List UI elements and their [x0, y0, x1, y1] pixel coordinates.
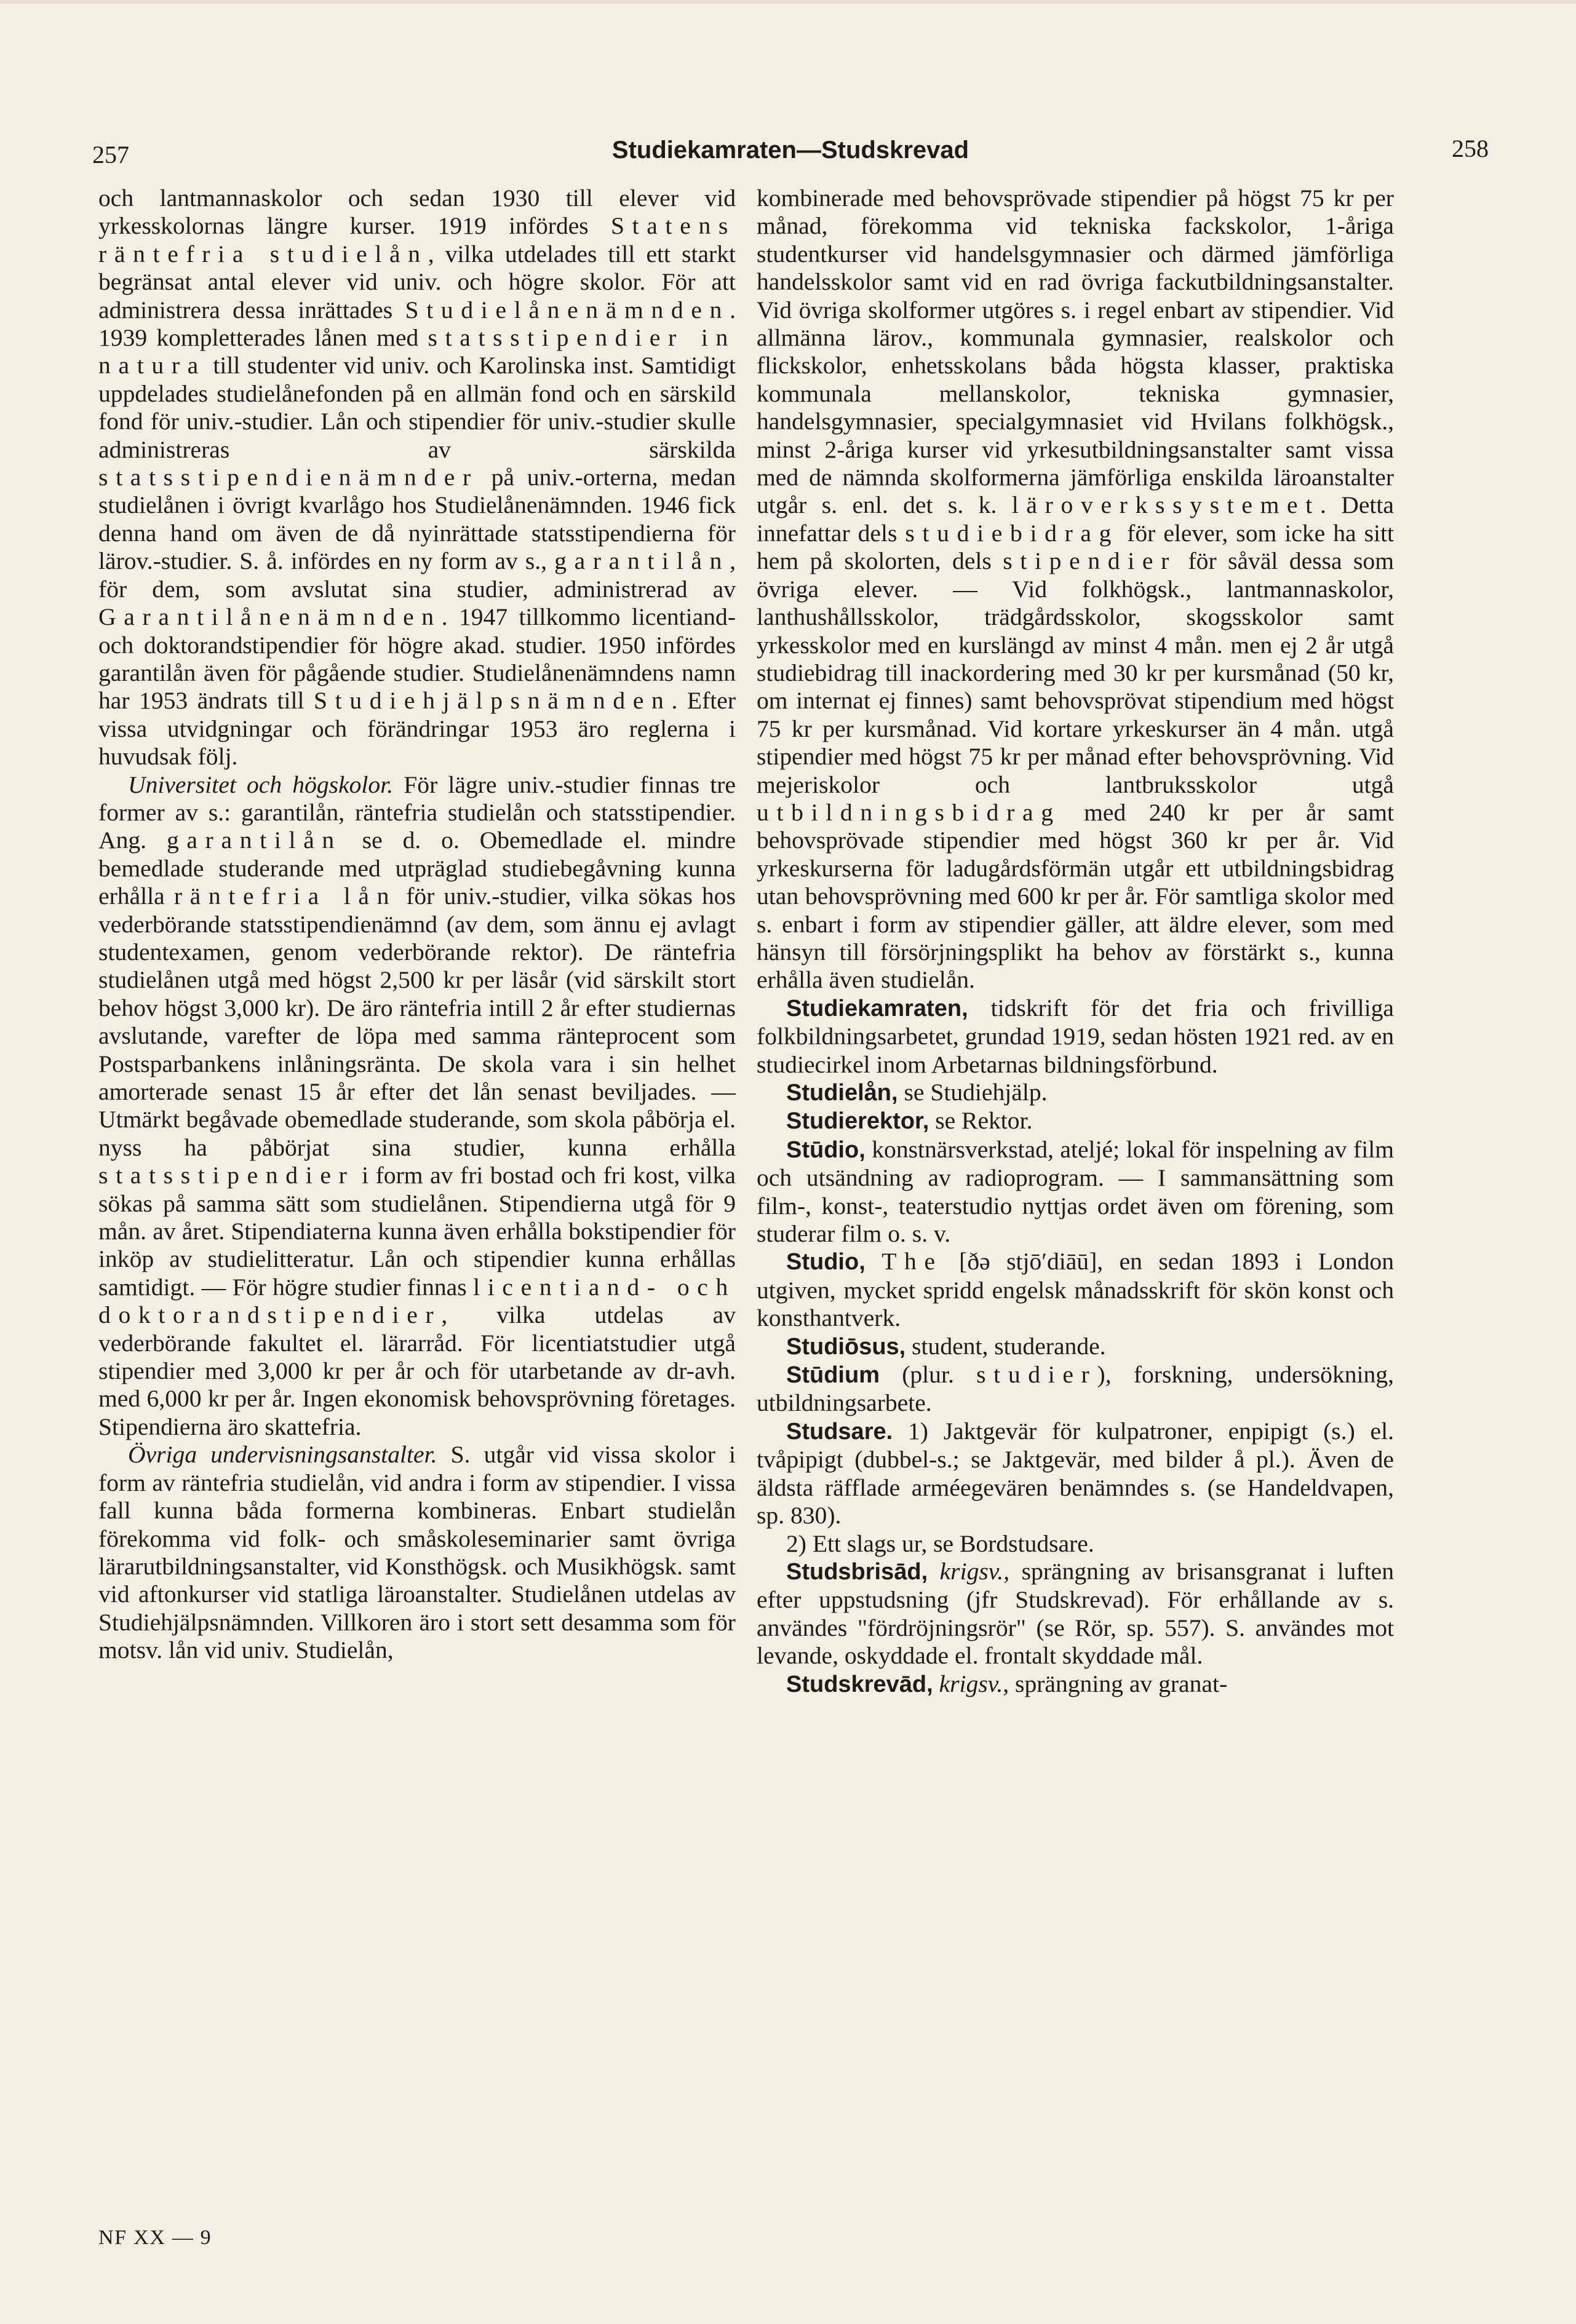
dictionary-entry — [757, 1418, 1394, 1530]
paragraph-studielan-history — [98, 184, 736, 771]
text-run: . 1947 tillkommo licentiand- och doktorandstipendier för högre akad. studier. 1950 infördes garantilån även för pågående studier. Studielånenämndens namn har 1953 ändrats till — [98, 603, 736, 715]
spaced-term: studiebidrag — [905, 519, 1120, 547]
spaced-term: statsstipendienämnder — [98, 464, 479, 491]
paragraph-ovriga — [98, 1441, 736, 1664]
page-number-left: 257 — [92, 141, 129, 169]
text-run: för såväl dessa som övriga elever. — Vid folkhögsk., lantmannaskolor, lanthushållsskolor, trädgårdsskolor, skogsskolor samt yrkesskolor med en kurslängd av minst 4 mån. men ej 2 år utgå studiebidrag till inackordering med 30 kr per kursmånad (50 kr, om internat ej finnes) samt behovsprövat stipendium med högst 75 kr per kursmånad. Vid kortare yrkeskurser än 4 mån. utgå stipendier med högst 75 kr per månad efter behovsprövning. Vid mejeriskolor och lantbruksskolor utgå — [757, 547, 1394, 798]
dictionary-entry — [757, 1361, 1394, 1418]
text-run — [928, 1558, 939, 1585]
text-run: på univ.-orterna, medan studielånen i övrigt kvarlågo hos Studielånenämnden. 1946 fick denna hand om även de då nyinrättade statsstipendierna för lärov.-studier. S. å. infördes en ny form av s., — [98, 464, 736, 575]
spaced-term: garantilån — [166, 827, 342, 854]
entry-headword: Studierektor, — [786, 1108, 929, 1135]
paragraph-universitet — [98, 771, 736, 1442]
entry-headword: Studielån, — [786, 1080, 898, 1106]
spaced-term: statsstipendier in natura — [98, 324, 736, 379]
italic-term: krigsv. — [939, 1670, 1003, 1697]
dictionary-entry — [757, 1079, 1394, 1107]
text-run: 2) Ett slags ur, se Bordstudsare. — [786, 1529, 1094, 1557]
spaced-term: läroverkssystemet — [1011, 491, 1320, 519]
entry-headword: Studskrevād, — [786, 1671, 933, 1697]
text-run: , vilka utdelades till ett starkt begränsat antal elever vid univ. och högre skolor. För att administrera dessa inrättades — [98, 240, 736, 323]
text-run: med 240 kr per år samt behovsprövade stipendier med högst 360 kr per år. Vid yrkeskurserna för ladugårdsförmän utgår ett utbildningsbidrag utan behovsprövning med 600 kr per år. För samtliga skolor med s. enbart i form av stipendier gäller, att äldre elever, som med hänsyn till försörjningsplikt ha behov av förstärkt s., kunna erhålla även studielån. — [757, 798, 1394, 994]
text-run: tidskrift för det fria och frivilliga folkbildningsarbetet, grundad 1919, sedan hösten 1921 red. av en studiecirkel inom Arbetarnas bildningsförbund. — [757, 994, 1394, 1078]
running-header — [92, 137, 1489, 173]
text-run: , sprängning av brisansgranat i luften efter uppstudsning (jfr Studskrevad). För erhållande av s. användes "fördröjningsrör" (se Rör, sp. 557). S. användes mot levande, oskyddade el. frontalt skyddade mål. — [757, 1557, 1394, 1670]
dictionary-entry — [757, 1107, 1394, 1135]
dictionary-entry — [757, 1136, 1394, 1248]
text-run: konstnärsverkstad, ateljé; lokal för inspelning av film och utsändning av radioprogram. — I sammansättning som film-, konst-, teaterstudio nyttjas ordet även om förening, som studerar film o. s. v. — [757, 1135, 1394, 1248]
text-run: (plur. — [879, 1361, 977, 1389]
spaced-term: Studiehjälpsnämnden — [313, 687, 672, 715]
text-run: . 1939 kompletterades lånen med — [98, 296, 736, 352]
spaced-term: utbildningsbidrag — [757, 798, 1061, 826]
dictionary-entry — [757, 1333, 1394, 1361]
spaced-term: garantilån — [554, 547, 730, 575]
text-run: och lantmannaskolor och sedan 1930 till elever vid yrkesskolornas längre kurser. 1919 infördes — [98, 184, 736, 240]
spaced-term: stipendier — [1003, 547, 1177, 575]
text-run: för elever, som icke ha sitt hem på skolorten, dels — [757, 519, 1394, 575]
right-column — [757, 184, 1394, 1699]
text-run: S. utgår vid vissa skolor i form av räntefria studielån, vid andra i form av stipendier. I vissa fall kunna båda formerna kombineras. Enbart studielån förekomma vid folk- och småskoleseminarier samt övriga lärarutbildningsanstalter, vid Konsthögsk. och Musikhögsk. samt vid aftonkurser vid statliga läroanstalter. Studielånen utdelas av Studiehjälpsnämnden. Villkoren äro i stort sett desamma som för motsv. lån vid univ. Studielån, — [98, 1441, 736, 1664]
text-run: ), forskning, undersökning, utbildningsarbete. — [757, 1361, 1394, 1417]
entry-headword: Studsare. — [786, 1418, 893, 1445]
entry-headword: Studsbrisād, — [786, 1558, 928, 1585]
dictionary-entry — [757, 1248, 1394, 1332]
text-run: för univ.-studier, vilka sökas hos vederbörande statsstipendienämnd (av dem, som ännu ej avlagt studentexamen, genom vederbörande rektor). De räntefria studielånen utgå med högst 2,500 kr per läsår (vid särskilt stort behov högst 3,000 kr). De äro räntefria intill 2 år efter studiernas avslutande, varefter de löpa med samma ränteprocent som Postsparbankens inlåningsränta. De skola vara i sin helhet amorterade senast 15 år efter det lån senast beviljades. — Utmärkt begåvade obemedlade studerande, som skola påbörja el. nyss ha påbörjat sina studier, kunna erhålla — [98, 882, 736, 1161]
spaced-term: The — [882, 1248, 943, 1275]
dictionary-entry — [757, 1670, 1394, 1699]
spaced-term: statsstipendier — [98, 1162, 355, 1189]
paragraph-continuation — [757, 184, 1394, 994]
text-run: till studenter vid univ. och Karolinska inst. Samtidigt uppdelades studielånefonden på en allmän fond och en särskild fond för univ.-studier. Lån och stipendier för univ.-studier skulle administreras av särskilda — [98, 352, 736, 463]
page-edge — [0, 0, 1576, 4]
entry-headword: Studio, — [786, 1249, 866, 1275]
dictionary-entry — [757, 1530, 1394, 1558]
italic-term: krigsv. — [939, 1557, 1004, 1585]
entry-headword: Stūdio, — [786, 1136, 866, 1163]
text-run: se Studiehjälp. — [897, 1079, 1048, 1106]
text-run: se Rektor. — [929, 1107, 1033, 1135]
text-run: , för dem, som avslutat sina studier, administrerad av — [98, 547, 736, 603]
spaced-term: Studielånenämnden — [405, 296, 730, 323]
text-run: student, studerande. — [905, 1332, 1106, 1360]
text-run: i form av fri bostad och fri kost, vilka sökas på samma sätt som studielånen. Stipendierna utgå för 9 mån. av året. Stipendiaterna kunna även erhålla bokstipendier för inköp av studielitteratur. Lån och stipendier kunna erhållas samtidigt. — För högre studier finnas — [98, 1162, 736, 1301]
spaced-term: studier — [976, 1361, 1097, 1389]
text-run: , sprängning av granat- — [1003, 1670, 1228, 1697]
text-run: kombinerade med behovsprövade stipendier på högst 75 kr per månad, förekomma vid tekniska fackskolor, 1-åriga studentkurser vid handelsgymnasier och därmed jämförliga handelsskolor samt vid en rad övriga fackutbildningsanstalter. Vid övriga skolformer utgöres s. i regel enbart av stipendier. Vid allmänna lärov., kommunala gymnasier, realskolor och flickskolor, enhetsskolans båda högsta klasser, praktiska kommunala mellanskolor, tekniska gymnasier, handelsgymnasier, specialgymnasiet vid Hvilans folkhögsk., minst 2-åriga kurser vid yrkesutbildningsanstalter samt vissa med de nämnda skolformerna jämförliga enskilda läroanstalter utgår s. enl. det s. k. — [757, 184, 1394, 519]
text-run: se d. o. Obemedlade el. mindre bemedlade studerande med utpräglad studiebegåvning kunna erhålla — [98, 827, 736, 910]
spaced-term: Garantilånenämnden — [98, 603, 442, 631]
italic-term: Universitet och högskolor. — [128, 771, 394, 798]
text-run: . Efter vissa utvidgningar och förändringar 1953 äro reglerna i huvudsak följ. — [98, 687, 736, 771]
text-run — [866, 1248, 882, 1275]
italic-term: Övriga undervisningsanstalter. — [128, 1441, 437, 1469]
text-run: . Detta innefattar dels — [757, 491, 1394, 547]
text-run: För lägre univ.-studier finnas tre former av s.: garantilån, räntefria studielån och statsstipendier. Ang. — [98, 771, 736, 854]
left-column — [98, 184, 736, 1665]
spaced-term: Statens räntefria studielån — [98, 212, 736, 268]
entry-headword: Studiōsus, — [786, 1333, 906, 1360]
page-number-right: 258 — [1452, 135, 1489, 162]
text-run: [ðə stjō′diāū], en sedan 1893 i London utgiven, mycket spridd engelsk månadsskrift för skön konst och konsthantverk. — [757, 1248, 1394, 1332]
entry-list — [757, 994, 1394, 1699]
header-title: Studiekamraten—Studskrevad — [611, 137, 969, 164]
text-run — [933, 1670, 939, 1697]
spaced-term: licentiand- och doktorandstipendier — [98, 1273, 736, 1329]
dictionary-entry — [757, 994, 1394, 1079]
text-run: 1) Jaktgevär för kulpatroner, enpipigt (s.) el. tvåpipigt (dubbel-s.; se Jaktgevär, med bilder å pl.). Även de äldsta räfflade arméegevären benämndes s. (se Handeldvapen, sp. 830). — [757, 1417, 1394, 1529]
entry-headword: Stūdium — [786, 1362, 880, 1389]
signature-mark: NF XX — 9 — [98, 2226, 212, 2249]
text-run: , vilka utdelas av vederbörande fakultet el. lärarråd. För licentiatstudier utgå stipendier med 3,000 kr per år och för utarbetande av dr-avh. med 6,000 kr per år. Ingen ekonomisk behovsprövning företages. Stipendierna äro skattefria. — [98, 1301, 736, 1440]
entry-headword: Studiekamraten, — [786, 995, 968, 1021]
spaced-term: räntefria lån — [173, 882, 397, 910]
dictionary-entry — [757, 1558, 1394, 1670]
